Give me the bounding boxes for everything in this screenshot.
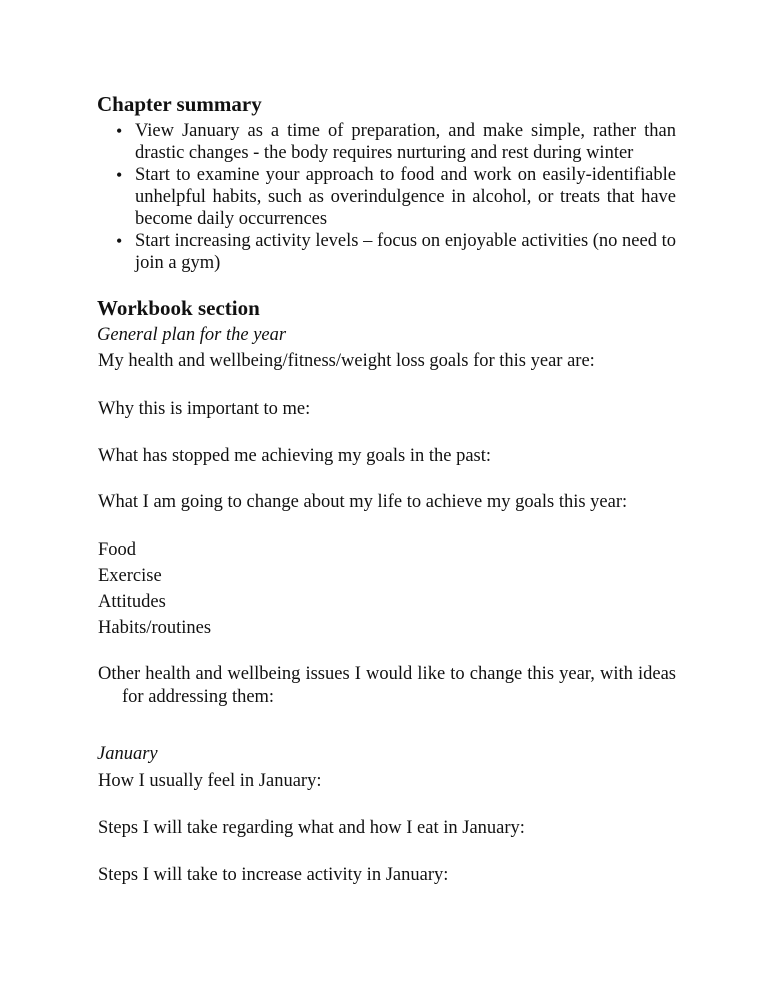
- area-attitudes: Attitudes: [98, 592, 166, 612]
- chapter-summary-heading: Chapter summary: [97, 92, 262, 116]
- change-prompt: What I am going to change about my life to achieve my goals this year:: [98, 492, 628, 512]
- list-item: [116, 230, 676, 274]
- goals-prompt: My health and wellbeing/fitness/weight loss goals for this year are:: [98, 351, 595, 371]
- january-eat-prompt: Steps I will take regarding what and how I eat in January:: [98, 818, 525, 838]
- bullet-text: Start to examine your approach to food and work on easily-identifiable unhelpful habits, such as overindulgence in alcohol, or treats that have become daily occurrences: [135, 165, 676, 229]
- january-subheading: January: [97, 744, 158, 764]
- area-exercise: Exercise: [98, 566, 162, 586]
- january-feel-prompt: How I usually feel in January:: [98, 771, 322, 791]
- chapter-summary-list: [116, 120, 676, 274]
- bullet-text: Start increasing activity levels – focus on enjoyable activities (no need to join a gym): [135, 231, 676, 273]
- january-activity-prompt: Steps I will take to increase activity in January:: [98, 865, 449, 885]
- general-plan-subheading: General plan for the year: [97, 325, 287, 345]
- list-item: [116, 164, 676, 230]
- why-prompt: Why this is important to me:: [98, 399, 311, 419]
- other-issues-prompt: Other health and wellbeing issues I would like to change this year, with ideas for addressing them:: [98, 664, 676, 707]
- bullet-icon: •: [116, 121, 123, 141]
- stopped-prompt: What has stopped me achieving my goals in the past:: [98, 446, 492, 466]
- workbook-heading: Workbook section: [97, 296, 260, 320]
- bullet-icon: •: [116, 165, 123, 185]
- area-habits: Habits/routines: [98, 618, 212, 638]
- bullet-text: View January as a time of preparation, and make simple, rather than drastic changes - the body requires nurturing and rest during winter: [135, 121, 676, 163]
- list-item: [116, 120, 676, 164]
- area-food: Food: [98, 540, 137, 560]
- bullet-icon: •: [116, 231, 123, 251]
